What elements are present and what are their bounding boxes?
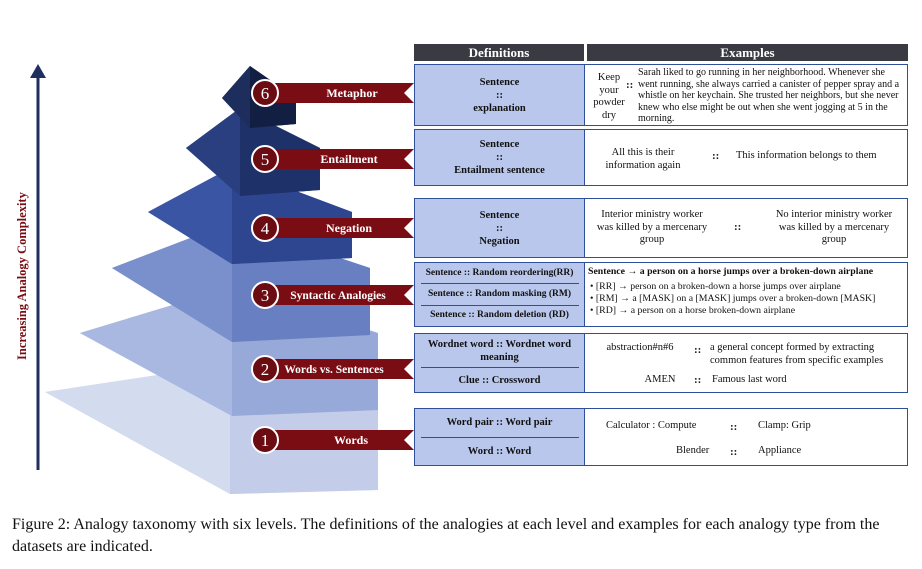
example-sep: ::: [626, 79, 634, 91]
def-line: Entailment sentence: [454, 165, 545, 176]
def-sep: ::: [496, 222, 503, 234]
badge-number-4: 4: [260, 219, 270, 238]
example-right: This information belongs to them: [736, 150, 877, 161]
examples-metaphor: [586, 65, 907, 125]
sentence-label: Sentence: [588, 266, 626, 277]
row-metaphor: [414, 64, 908, 126]
example-left: Keep your powder dry: [593, 72, 625, 121]
def-syntactic: [415, 263, 585, 326]
example-sep: ::: [694, 374, 702, 386]
example-sentence: [588, 266, 906, 279]
badge-number-6: 6: [260, 84, 270, 103]
row-words: [414, 408, 908, 466]
example-sep: ::: [734, 221, 742, 233]
def-line: Word :: Word: [467, 445, 532, 457]
level-name-2: Words vs. Sentences: [284, 364, 384, 376]
example-left: Calculator : Compute: [606, 420, 697, 431]
def-line: Negation: [479, 235, 520, 247]
item-text: a person on a horse broken-down airplane: [630, 305, 796, 316]
level-name-5: Entailment: [320, 152, 378, 166]
example-left: AMEN: [644, 374, 676, 385]
example-sep: ::: [712, 150, 720, 162]
def-line: Sentence :: Random deletion (RD): [430, 310, 569, 321]
def-negation: [415, 199, 585, 257]
item-tag: [RM]: [595, 293, 618, 304]
header-examples: Examples: [587, 44, 908, 61]
example-right: No interior ministry worker was killed by a mercenary group: [775, 209, 893, 245]
row-negation: [414, 198, 908, 258]
list-item: • [RR] → person on a broken-down a horse jumps over airplane: [590, 281, 841, 292]
example-right: Appliance: [758, 445, 802, 456]
axis-label: Increasing Analogy Complexity: [15, 192, 29, 360]
def-line: Sentence: [479, 139, 520, 150]
row-words-vs-sentences: [414, 333, 908, 393]
row-entailment: [414, 129, 908, 186]
level-name-6: Metaphor: [326, 86, 378, 100]
item-text: person on a broken-down a horse jumps over airplane: [630, 281, 841, 292]
examples-words: [586, 409, 907, 465]
def-metaphor: [415, 65, 585, 125]
def-sep: ::: [496, 152, 503, 163]
arrow-icon: →: [620, 293, 630, 304]
item-text: a [MASK] on a [MASK] jumps over a broken-down [MASK]: [632, 293, 876, 304]
example-sep: ::: [730, 421, 738, 433]
def-line: Wordnet word :: Wordnet word meaning: [427, 338, 572, 363]
arrow-icon: →: [627, 266, 638, 277]
sentence-text: a person on a horse jumps over a broken-down airplane: [639, 266, 874, 277]
def-line: Sentence: [479, 76, 520, 88]
example-left: Interior ministry worker was killed by a mercenary group: [596, 209, 708, 245]
examples-words-vs-sentences: [586, 334, 907, 392]
examples-entailment: [586, 130, 907, 185]
example-sep: ::: [730, 446, 738, 458]
example-left: Blender: [676, 445, 710, 456]
example-right: a general concept formed by extracting common features from specific examples: [710, 342, 884, 366]
def-line: Sentence :: Random reordering(RR): [425, 267, 574, 278]
def-line: Sentence :: Random masking (RM): [427, 288, 572, 299]
badge-number-3: 3: [260, 286, 270, 305]
list-item: • [RD] → a person on a horse broken-down airplane: [590, 305, 796, 316]
badge-number-1: 1: [260, 431, 270, 450]
def-words: [415, 409, 585, 465]
def-line: explanation: [473, 102, 526, 114]
def-sep: ::: [496, 89, 503, 101]
example-left: All this is their information again: [605, 147, 681, 171]
level-name-1: Words: [333, 433, 369, 447]
def-line: Word pair :: Word pair: [446, 417, 553, 429]
arrow-icon: →: [617, 281, 628, 292]
example-sep: ::: [694, 344, 702, 356]
list-item: • [RM] → a [MASK] on a [MASK] jumps over a broken-down [MASK]: [590, 293, 876, 304]
item-tag: [RR]: [595, 281, 616, 292]
badge-number-2: 2: [260, 360, 270, 379]
example-left: abstraction#n#6: [606, 342, 674, 353]
figure-caption: Figure 2: Analogy taxonomy with six levels. The definitions of the analogies at each level and examples for each analogy type from the datasets are indicated.: [12, 516, 880, 555]
row-syntactic: [414, 262, 908, 327]
level-name-3: Syntactic Analogies: [290, 290, 386, 302]
axis-arrowhead: [30, 64, 46, 78]
item-tag: [RD]: [595, 305, 617, 316]
arrow-icon: →: [618, 305, 629, 316]
def-entailment: [415, 130, 585, 185]
def-line: Clue :: Crossword: [458, 374, 541, 386]
header-definitions: Definitions: [414, 44, 584, 61]
example-right: Clamp: Grip: [758, 420, 811, 431]
badge-number-5: 5: [260, 150, 270, 169]
level-name-4: Negation: [326, 221, 372, 235]
example-right: Famous last word: [712, 374, 787, 385]
example-right: Sarah liked to go running in her neighborhood. Whenever she went running, she always carried a canister of pepper spray and a whistle on her keychain. She trusted her neighbors, but she never knew who else might be out when she went jogging at 5 in the morning.: [638, 67, 900, 124]
def-words-vs-sentences: [415, 334, 585, 392]
examples-syntactic: [586, 263, 907, 326]
examples-negation: [586, 199, 907, 257]
def-line: Sentence: [479, 209, 520, 221]
